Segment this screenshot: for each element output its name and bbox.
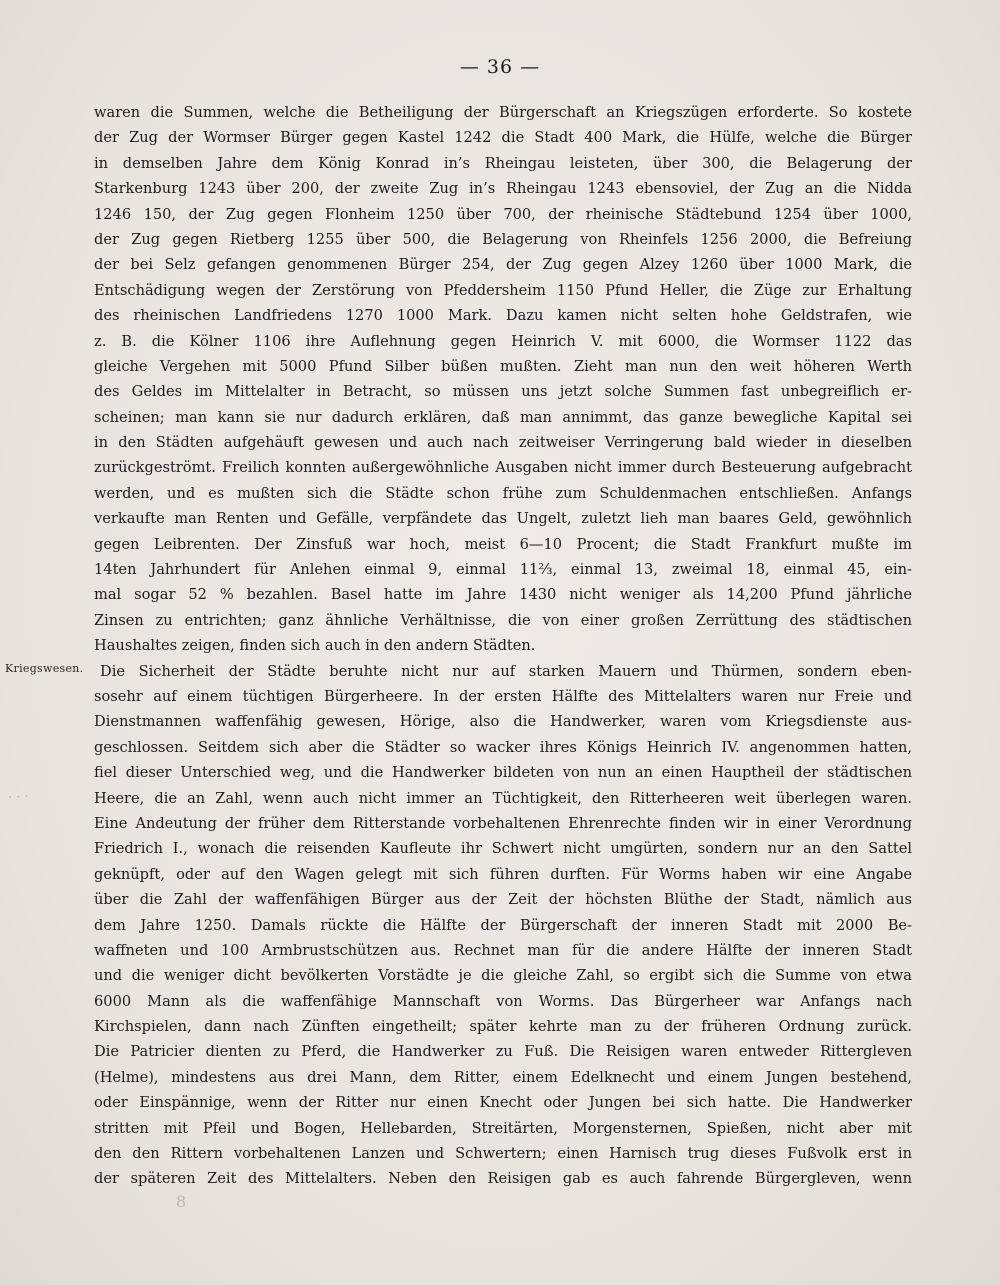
text-line: in demselben Jahre dem König Konrad in’s Rheingau leisteten, über 300, die Belagerung der bbox=[94, 154, 912, 172]
text-line: gegen Leibrenten. Der Zinsfuß war hoch, meist 6—10 Procent; die Stadt Frankfurt mußte im bbox=[94, 535, 912, 553]
text-line: Kirchspielen, dann nach Zünften eingetheilt; später kehrte man zu der früheren Ordnung zurück. bbox=[94, 1018, 912, 1036]
bleed-through-number: 8 bbox=[176, 1192, 187, 1211]
page-number: — 36 — bbox=[459, 56, 541, 78]
text-line: Die Patricier dienten zu Pferd, die Handwerker zu Fuß. Die Reisigen waren entweder Rittergleven bbox=[94, 1043, 912, 1061]
text-line: 14ten Jahrhundert für Anlehen einmal 9, einmal 11⅔, einmal 13, zweimal 18, einmal 45, ein- bbox=[94, 561, 912, 579]
text-line: waren die Summen, welche die Betheiligung der Bürgerschaft an Kriegszügen erforderte. So kostete bbox=[94, 104, 912, 121]
text-line: scheinen; man kann sie nur dadurch erklären, daß man annimmt, das ganze bewegliche Kapital sei bbox=[94, 408, 912, 426]
text-line: (Helme), mindestens aus drei Mann, dem Ritter, einem Edelknecht und einem Jungen bestehend, bbox=[94, 1068, 912, 1086]
text-line: oder Einspännige, wenn der Ritter nur einen Knecht oder Jungen bei sich hatte. Die Handwerker bbox=[94, 1094, 912, 1112]
text-line: der bei Selz gefangen genommenen Bürger 254, der Zug gegen Alzey 1260 über 1000 Mark, die bbox=[94, 256, 912, 274]
text-line: Friedrich I., wonach die reisenden Kaufleute ihr Schwert nicht umgürten, sondern nur an den Sattel bbox=[94, 840, 912, 858]
text-line: des Geldes im Mittelalter in Betracht, so müssen uns jetzt solche Summen fast unbegreiflich er- bbox=[94, 383, 912, 401]
text-line: stritten mit Pfeil und Bogen, Hellebarden, Streitärten, Morgensternen, Spießen, nicht aber mit bbox=[94, 1119, 912, 1137]
margin-note: Kriegswesen. bbox=[5, 662, 84, 675]
text-line: dem Jahre 1250. Damals rückte die Hälfte der Bürgerschaft der inneren Stadt mit 2000 Be- bbox=[94, 916, 912, 934]
text-line: gleiche Vergehen mit 5000 Pfund Silber büßen mußten. Zieht man nun den weit höheren Werth bbox=[94, 357, 912, 375]
text-line: 1246 150, der Zug gegen Flonheim 1250 über 700, der rheinische Städtebund 1254 über 1000, bbox=[94, 205, 912, 223]
text-line: sosehr auf einem tüchtigen Bürgerheere. In der ersten Hälfte des Mittelalters waren nur Freie und bbox=[94, 687, 912, 705]
text-line: 6000 Mann als die waffenfähige Mannschaft von Worms. Das Bürgerheer war Anfangs nach bbox=[94, 992, 912, 1010]
text-line: verkaufte man Renten und Gefälle, verpfändete das Ungelt, zuletzt lieh man baares Geld, gewöhnlich bbox=[94, 510, 912, 528]
text-line: Die Sicherheit der Städte beruhte nicht nur auf starken Mauern und Thürmen, sondern eben- bbox=[100, 662, 912, 680]
text-line: Zinsen zu entrichten; ganz ähnliche Verhältnisse, die von einer großen Zerrüttung des städtischen bbox=[94, 611, 912, 629]
text-line: und die weniger dicht bevölkerten Vorstädte je die gleiche Zahl, so ergibt sich die Summe von etwa bbox=[94, 967, 912, 985]
body-text bbox=[94, 100, 912, 1192]
text-line: Eine Andeutung der früher dem Ritterstande vorbehaltenen Ehrenrechte finden wir in einer Verordnung bbox=[94, 814, 912, 832]
text-line: werden, und es mußten sich die Städte schon frühe zum Schuldenmachen entschließen. Anfangs bbox=[94, 484, 912, 502]
text-line: geknüpft, oder auf den Wagen gelegt mit sich führen durften. Für Worms haben wir eine Angabe bbox=[94, 865, 912, 883]
text-line: des rheinischen Landfriedens 1270 1000 Mark. Dazu kamen nicht selten hohe Geldstrafen, wie bbox=[94, 307, 912, 325]
text-line: der Zug der Wormser Bürger gegen Kastel 1242 die Stadt 400 Mark, die Hülfe, welche die Bürger bbox=[94, 129, 912, 147]
text-line: über die Zahl der waffenfähigen Bürger aus der Zeit der höchsten Blüthe der Stadt, nämlich aus bbox=[94, 891, 912, 909]
text-line: Dienstmannen waffenfähig gewesen, Hörige, also die Handwerker, waren vom Kriegsdienste aus- bbox=[94, 713, 912, 731]
text-line: geschlossen. Seitdem sich aber die Städter so wacker ihres Königs Heinrich IV. angenommen hatten, bbox=[94, 738, 912, 756]
text-line: fiel dieser Unterschied weg, und die Handwerker bildeten von nun an einen Hauptheil der städtischen bbox=[94, 764, 912, 782]
text-line: Entschädigung wegen der Zerstörung von Pfeddersheim 1150 Pfund Heller, die Züge zur Erhaltung bbox=[94, 281, 912, 299]
text-line: der späteren Zeit des Mittelalters. Neben den Reisigen gab es auch fahrende Bürgergleven, wenn bbox=[94, 1170, 912, 1188]
text-line: Heere, die an Zahl, wenn auch nicht immer an Tüchtigkeit, den Ritterheeren weit überlegen waren. bbox=[94, 789, 912, 807]
text-line: zurückgeströmt. Freilich konnten außergewöhnliche Ausgaben nicht immer durch Besteuerung aufgebracht bbox=[94, 459, 912, 477]
text-line: Haushaltes zeigen, finden sich auch in den andern Städten. bbox=[94, 637, 536, 655]
text-line: den den Rittern vorbehaltenen Lanzen und Schwertern; einen Harnisch trug dieses Fußvolk erst in bbox=[94, 1145, 912, 1163]
bleed-through-mark: · · · bbox=[7, 789, 29, 806]
text-line: in den Städten aufgehäuft gewesen und auch nach zeitweiser Verringerung bald wieder in dieselben bbox=[94, 434, 912, 452]
text-line: Starkenburg 1243 über 200, der zweite Zug in’s Rheingau 1243 ebensoviel, der Zug an die Nidda bbox=[94, 180, 912, 198]
text-line: waffneten und 100 Armbrustschützen aus. Rechnet man für die andere Hälfte der inneren Stadt bbox=[94, 941, 912, 959]
text-line: der Zug gegen Rietberg 1255 über 500, die Belagerung von Rheinfels 1256 2000, die Befreiung bbox=[94, 230, 912, 248]
text-line: mal sogar 52 % bezahlen. Basel hatte im Jahre 1430 nicht weniger als 14,200 Pfund jährliche bbox=[94, 586, 912, 604]
text-line: z. B. die Kölner 1106 ihre Auflehnung gegen Heinrich V. mit 6000, die Wormser 1122 das bbox=[94, 332, 912, 350]
